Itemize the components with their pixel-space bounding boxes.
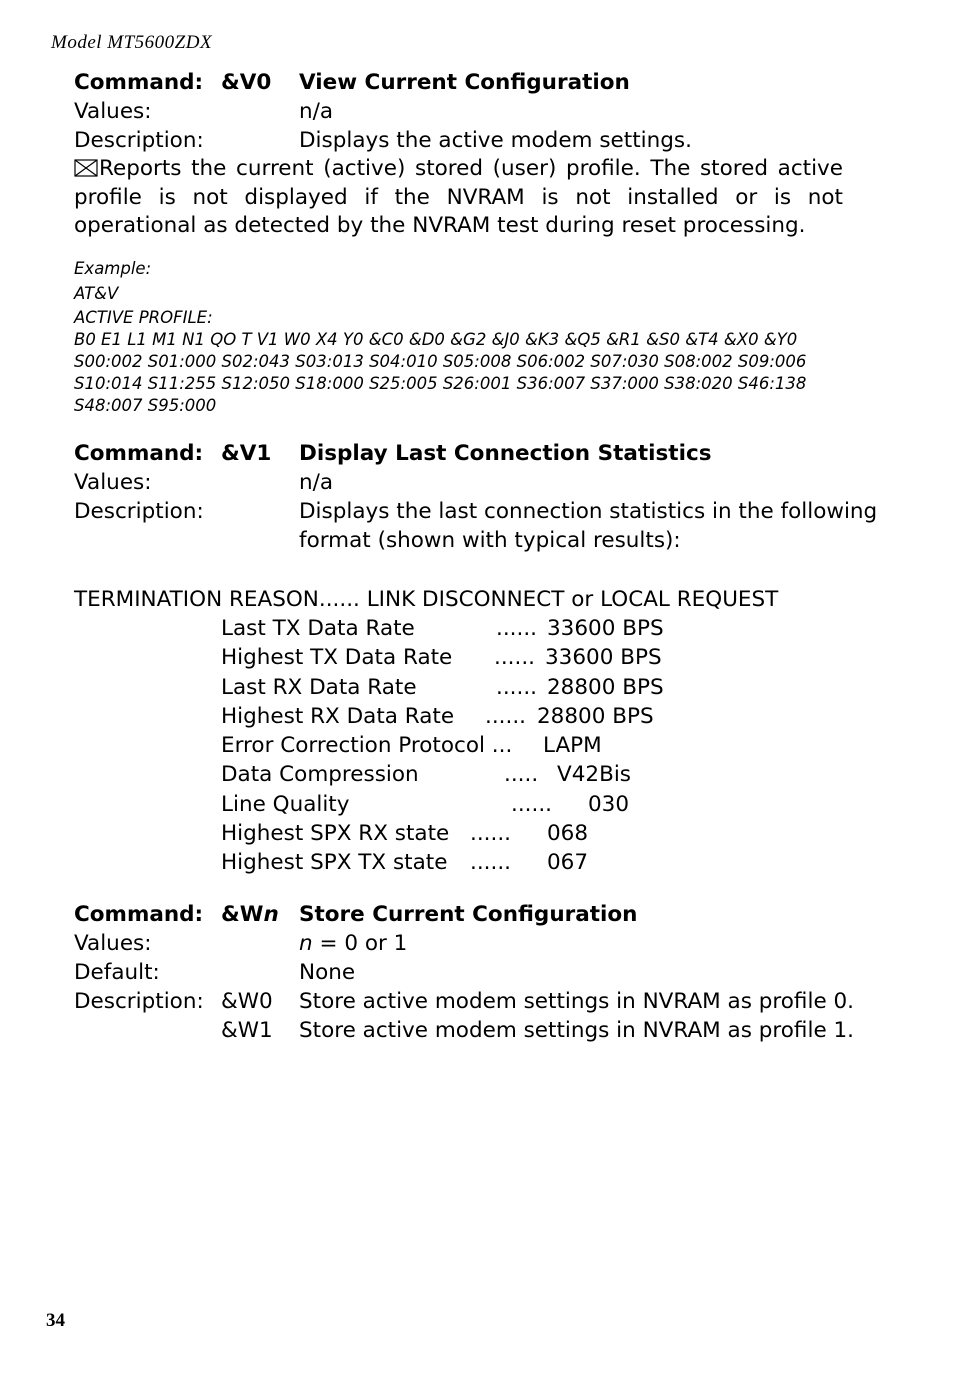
description-text: Displays the active modem settings. — [299, 128, 692, 153]
command-code: &V0 — [221, 70, 272, 95]
command-code: &Wn — [221, 902, 279, 927]
stat-dots: ..... — [504, 762, 539, 787]
envelope-x-icon — [74, 159, 98, 177]
values-text: n/a — [299, 470, 334, 495]
stat-value: 067 — [547, 850, 589, 875]
note-paragraph — [74, 155, 843, 241]
command-code: &V1 — [221, 441, 272, 466]
stat-value: 33600 BPS — [545, 645, 662, 670]
stat-label: Highest RX Data Rate — [221, 704, 455, 729]
values-label: Values: — [74, 99, 152, 124]
description-label: Description: — [74, 128, 204, 153]
example-line: S00:002 S01:000 S02:043 S03:013 S04:010 S05:008 S06:002 S07:030 S08:002 S09:006 — [74, 352, 807, 371]
stat-value: 28800 BPS — [547, 675, 664, 700]
option-code: &W1 — [221, 1018, 273, 1043]
stat-dots: ...... — [496, 675, 538, 700]
stat-value: V42Bis — [557, 762, 631, 787]
stat-dots: ...... — [511, 792, 553, 817]
stat-dots: ...... — [470, 821, 512, 846]
example-line: S48:007 S95:000 — [74, 396, 217, 415]
example-command: AT&V — [74, 284, 119, 303]
description-text: format (shown with typical results): — [299, 528, 681, 553]
stat-label: Error Correction Protocol ... — [221, 733, 513, 758]
stat-label: Highest SPX TX state — [221, 850, 448, 875]
command-title: Store Current Configuration — [299, 902, 638, 927]
command-label: Command: — [74, 441, 204, 466]
stat-label: Highest SPX RX state — [221, 821, 450, 846]
stat-value: LAPM — [543, 733, 602, 758]
stat-label: Last RX Data Rate — [221, 675, 417, 700]
command-label: Command: — [74, 70, 204, 95]
stat-value: 068 — [547, 821, 589, 846]
page-number: 34 — [46, 1310, 65, 1331]
values-text: n = 0 or 1 — [299, 931, 408, 956]
stat-value: 33600 BPS — [547, 616, 664, 641]
default-text: None — [299, 960, 356, 985]
values-label: Values: — [74, 470, 152, 495]
stat-label: Highest TX Data Rate — [221, 645, 453, 670]
option-text: Store active modem settings in NVRAM as profile 1. — [299, 1018, 855, 1043]
stat-dots: ...... — [496, 616, 538, 641]
example-label: Example: — [74, 259, 152, 278]
termination-reason: TERMINATION REASON...... LINK DISCONNECT or LOCAL REQUEST — [74, 587, 779, 612]
default-label: Default: — [74, 960, 160, 985]
stat-label: Line Quality — [221, 792, 350, 817]
example-line: S10:014 S11:255 S12:050 S18:000 S25:005 S26:001 S36:007 S37:000 S38:020 S46:138 — [74, 374, 807, 393]
stat-dots: ...... — [470, 850, 512, 875]
stat-label: Data Compression — [221, 762, 419, 787]
description-label: Description: — [74, 989, 204, 1014]
running-header: Model MT5600ZDX — [51, 32, 213, 53]
option-code: &W0 — [221, 989, 273, 1014]
command-title: View Current Configuration — [299, 70, 630, 95]
stat-dots: ...... — [485, 704, 527, 729]
note-text: Reports the current (active) stored (user) profile. The stored active profile is not displayed if the NVRAM is not installed or is not operational as detected by the NVRAM test during reset processing. — [74, 156, 843, 238]
stat-value: 28800 BPS — [537, 704, 654, 729]
stat-value: 030 — [588, 792, 630, 817]
example-line: B0 E1 L1 M1 N1 QO T V1 W0 X4 Y0 &C0 &D0 &G2 &J0 &K3 &Q5 &R1 &S0 &T4 &X0 &Y0 — [74, 330, 798, 349]
values-text: n/a — [299, 99, 334, 124]
option-text: Store active modem settings in NVRAM as profile 0. — [299, 989, 855, 1014]
command-label: Command: — [74, 902, 204, 927]
stat-dots: ...... — [494, 645, 536, 670]
example-line: ACTIVE PROFILE: — [74, 308, 213, 327]
stat-label: Last TX Data Rate — [221, 616, 415, 641]
description-text: Displays the last connection statistics in the following — [299, 499, 878, 524]
description-label: Description: — [74, 499, 204, 524]
values-label: Values: — [74, 931, 152, 956]
command-title: Display Last Connection Statistics — [299, 441, 712, 466]
